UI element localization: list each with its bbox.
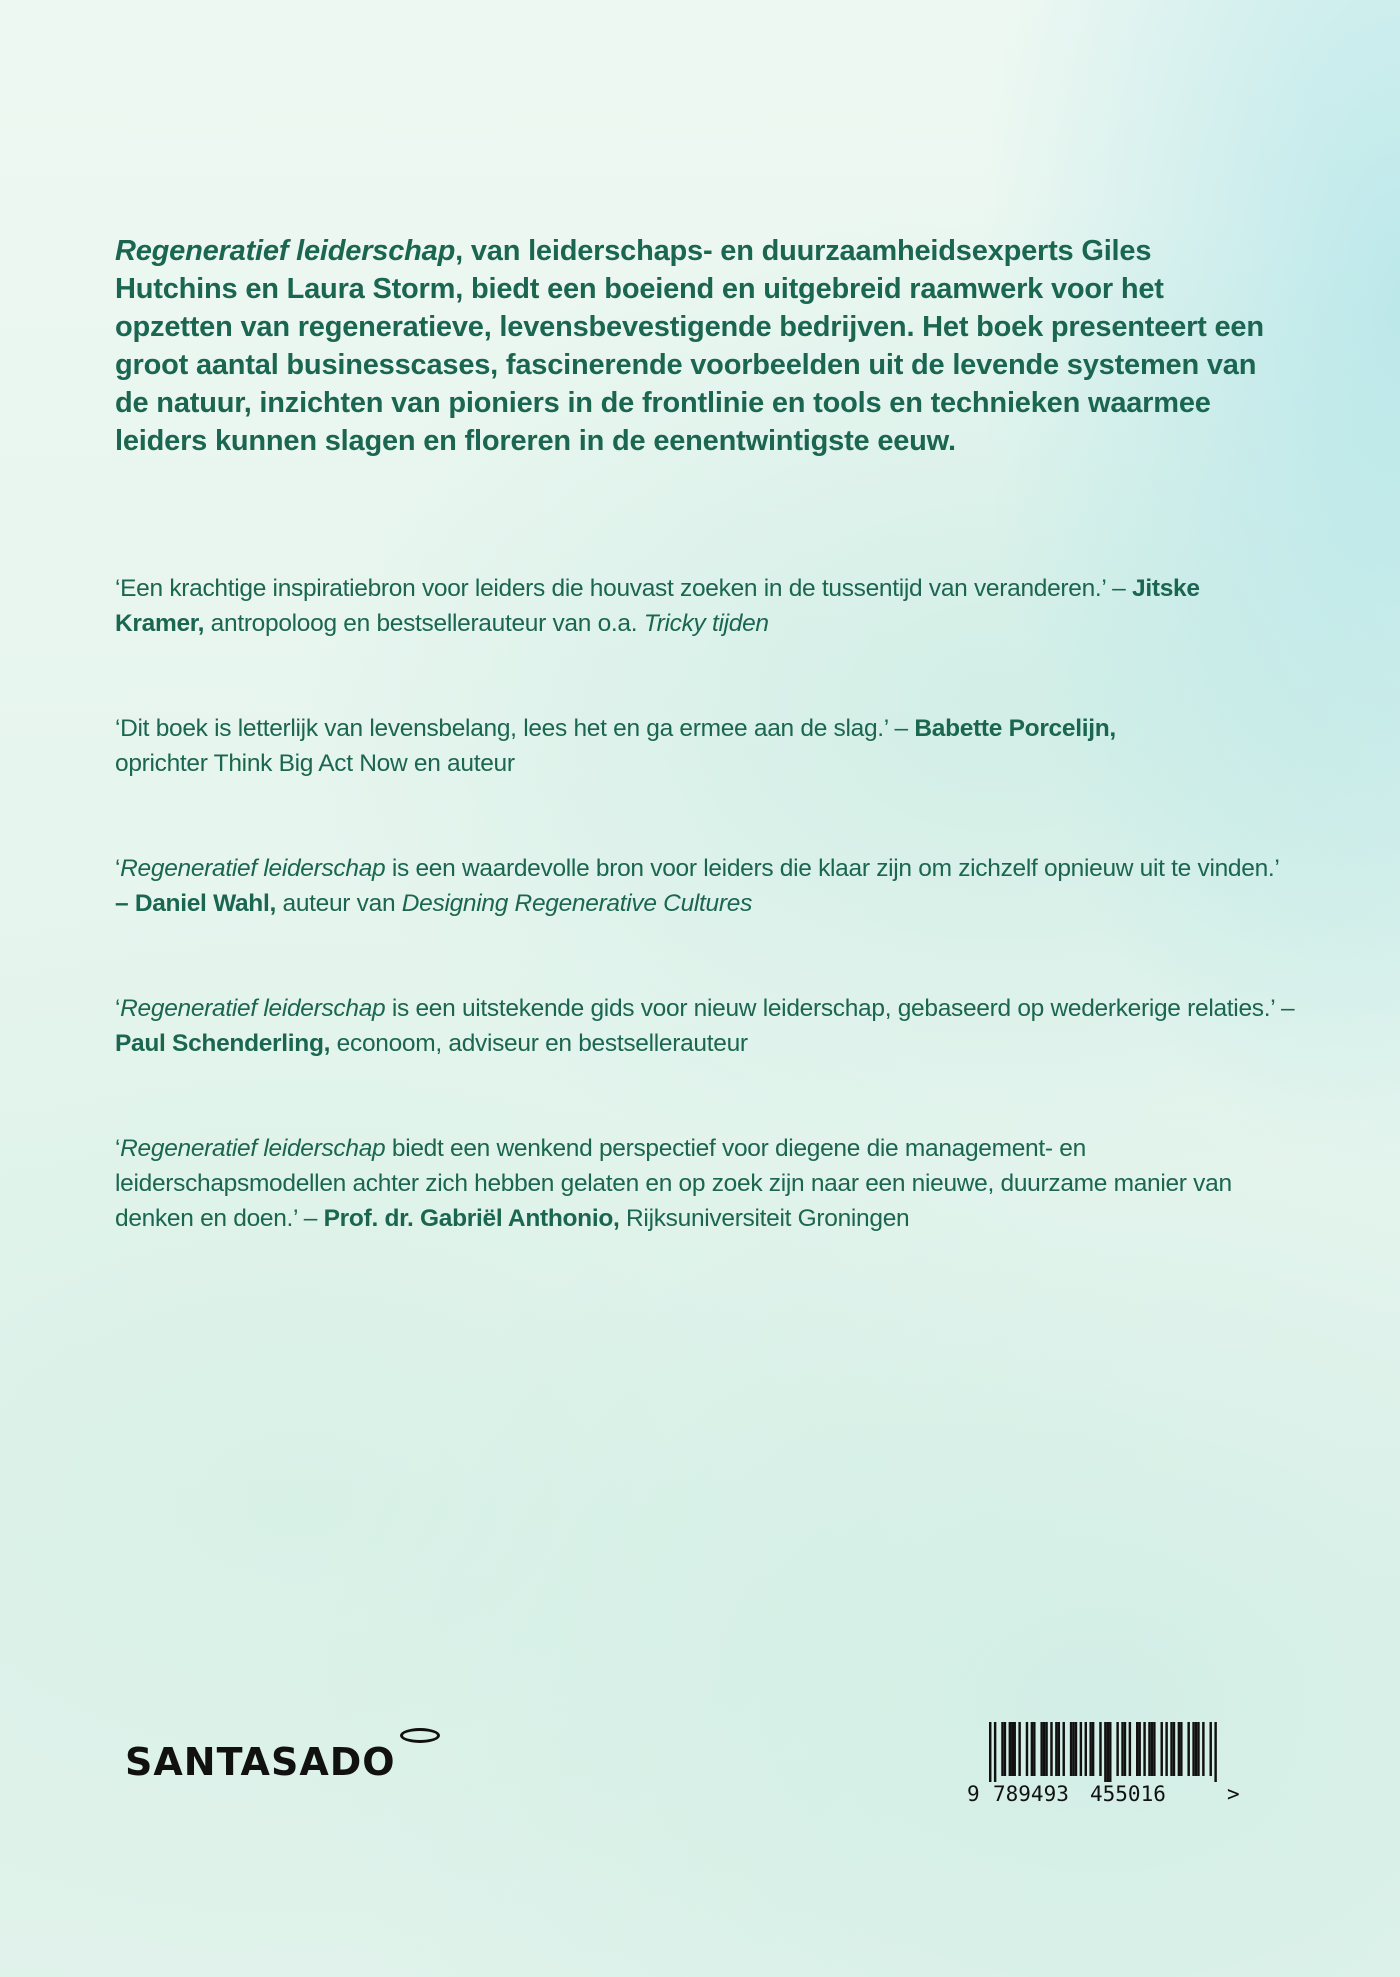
quote-text: is een waardevolle bron voor leiders die klaar zijn om zichzelf opnieuw uit te vinden.’: [385, 855, 1279, 882]
quote-text: biedt een wenkend perspectief voor diegene die management- en leiderschapsmodellen achter zich hebben gelaten en op zoek zijn naar een nieuwe, duurzame manier van denken en doen.’ –: [115, 1135, 1232, 1232]
barcode-bar: [1165, 1722, 1167, 1776]
quote-role: Rijksuniversiteit Groningen: [619, 1205, 910, 1232]
quote-role: antropoloog en bestsellerauteur van o.a.: [204, 610, 644, 637]
barcode-bar: [1170, 1722, 1172, 1776]
book-title: Regeneratief leiderschap: [115, 235, 456, 267]
barcode-bar: [1085, 1722, 1087, 1776]
barcode-bar: [1161, 1722, 1163, 1776]
barcode-bar: [1104, 1722, 1106, 1782]
barcode-bar: [1004, 1722, 1006, 1776]
barcode-bar: [1075, 1722, 1077, 1776]
intro-blurb: [115, 232, 1275, 460]
quote-role: econoom, adviseur en bestsellerauteur: [330, 1030, 748, 1057]
barcode-bar: [1143, 1722, 1145, 1776]
barcode-bar: [1197, 1722, 1199, 1776]
barcode-bar: [1063, 1722, 1065, 1776]
barcode-bar: [1192, 1722, 1194, 1776]
barcode-bar: [1116, 1722, 1118, 1776]
quote-author: Babette Porcelijn,: [914, 715, 1116, 742]
barcode-bar: [1151, 1722, 1153, 1776]
barcode-first-digit: 9: [967, 1782, 980, 1806]
barcode-bar: [1202, 1722, 1204, 1776]
barcode-bar: [994, 1722, 996, 1782]
barcode-bar: [1129, 1722, 1131, 1776]
isbn-barcode: [965, 1722, 1245, 1812]
quote-work: Designing Regenerative Cultures: [401, 890, 753, 917]
barcode-bar: [1178, 1722, 1180, 1776]
barcode-bar: [1040, 1722, 1042, 1776]
barcode-bar: [1092, 1722, 1094, 1776]
barcode-bar: [1109, 1722, 1111, 1782]
barcode-right-group: 455016: [1090, 1782, 1166, 1806]
barcode-bar: [1148, 1722, 1150, 1776]
barcode-bar: [1136, 1722, 1138, 1776]
barcode-bar: [1138, 1722, 1140, 1776]
barcode-bar: [1153, 1722, 1155, 1776]
barcode-bar: [1089, 1722, 1091, 1776]
quote-text: ‘Een krachtige inspiratiebron voor leiders die houvast zoeken in de tussentijd van veranderen.’ –: [115, 575, 1133, 602]
quote-book-title: Regeneratief leiderschap: [120, 855, 386, 882]
quote-book-title: Regeneratief leiderschap: [120, 1135, 386, 1162]
barcode-bar: [1173, 1722, 1175, 1776]
quote-author: Jitske Kramer,: [115, 575, 1200, 637]
barcode-left-group: 789493: [993, 1782, 1069, 1806]
quote-open: ‘: [115, 995, 121, 1022]
barcode-bar: [1180, 1722, 1182, 1776]
barcode-bar: [1043, 1722, 1045, 1776]
barcode-bar: [1050, 1722, 1052, 1776]
barcode-bar: [1099, 1722, 1101, 1776]
publisher-logo: [125, 1728, 445, 1788]
barcode-bar: [1080, 1722, 1082, 1776]
barcode-bar: [1124, 1722, 1126, 1776]
barcode-end-mark: >: [1227, 1782, 1240, 1806]
quote-author: Paul Schenderling,: [115, 1030, 331, 1057]
halo-icon: [400, 1728, 440, 1743]
quote-work: Tricky tijden: [643, 610, 769, 637]
quote-open: ‘: [115, 1135, 121, 1162]
quote-author: Prof. dr. Gabriël Anthonio,: [323, 1205, 620, 1232]
quote-book-title: Regeneratief leiderschap: [120, 995, 386, 1022]
barcode-bar: [1210, 1722, 1212, 1776]
barcode-bar: [1045, 1722, 1047, 1776]
quote-role: auteur van: [275, 890, 402, 917]
barcode-bar: [1001, 1722, 1003, 1776]
barcode-bar: [1018, 1722, 1020, 1776]
barcode-bar: [1107, 1722, 1109, 1782]
intro-text: , van leiderschaps- en duurzaamheidsexperts Giles Hutchins en Laura Storm, biedt een boeiend en uitgebreid raamwerk voor het opzetten van regeneratieve, levensbevestigende bedrijven. Het boek presenteert een groot aantal businesscases, fascinerende voorbeelden uit de levende systemen van de natuur, inzichten van pioniers in de frontlinie en tools en technieken waarmee leiders kunnen slagen en floreren in de eenentwintigste eeuw.: [115, 235, 1264, 457]
barcode-bar: [1055, 1722, 1057, 1776]
quote-1: [115, 571, 1295, 641]
barcode-bar: [1187, 1722, 1189, 1776]
quote-5: [115, 1131, 1295, 1236]
quote-2: [115, 711, 1295, 781]
publisher-logo-text: SANTASADO: [125, 1740, 396, 1784]
quote-role: oprichter Think Big Act Now en auteur: [115, 750, 515, 777]
barcode-bars: [965, 1722, 1245, 1782]
barcode-bar: [1121, 1722, 1123, 1776]
quote-author: – Daniel Wahl,: [115, 890, 276, 917]
quote-4: [115, 991, 1295, 1061]
quote-text: ‘Dit boek is letterlijk van levensbelang, lees het en ga ermee aan de slag.’ –: [115, 715, 915, 742]
barcode-bar: [1014, 1722, 1016, 1776]
barcode-bar: [1214, 1722, 1216, 1782]
barcode-bar: [1031, 1722, 1033, 1776]
quote-text: is een uitstekende gids voor nieuw leiderschap, gebaseerd op wederkerige relaties.’ –: [385, 995, 1295, 1022]
barcode-bar: [1070, 1722, 1072, 1776]
barcode-bar: [989, 1722, 991, 1782]
barcode-bar: [1195, 1722, 1197, 1776]
barcode-bar: [1072, 1722, 1074, 1776]
barcode-bar: [1026, 1722, 1028, 1776]
barcode-bar: [1011, 1722, 1013, 1776]
quote-3: [115, 851, 1295, 921]
barcode-bar: [1058, 1722, 1060, 1776]
barcode-bar: [1009, 1722, 1011, 1776]
quote-open: ‘: [115, 855, 121, 882]
barcode-bar: [1033, 1722, 1035, 1776]
